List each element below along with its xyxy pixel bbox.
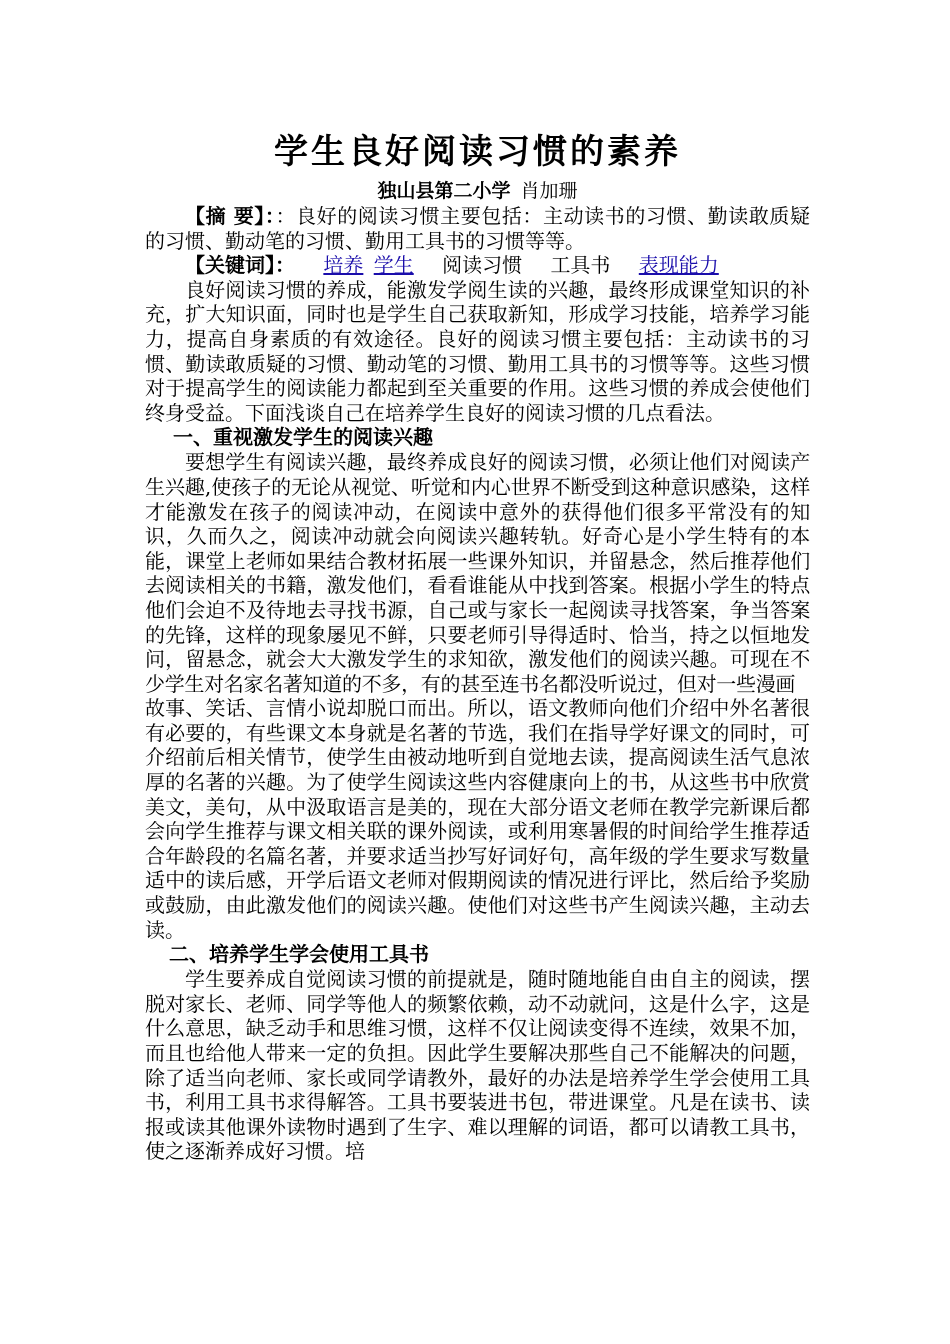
keyword-3: 阅读习惯 [442,253,523,278]
keyword-link-5[interactable]: 表现能力 [638,253,719,278]
keywords-line [145,253,810,278]
document-page [145,128,810,1164]
section1-paragraph-part1: 要想学生有阅读兴趣，最终养成良好的阅读习惯，必须让他们对阅读产生兴趣,使孩子的无论从视觉、听觉和内心世界不断受到这种意识感染，这样才能激发在孩子的阅读冲动，在阅读中意外的获得他们很多平常没有的知识，久而久之，阅读冲动就会向阅读兴趣转轨。好奇心是小学生特有的本能，课堂上老师如果结合教材拓展一些课外知识，并留悬念，然后推荐他们去阅读相关的书籍，激发他们，看看谁能从中找到答案。根据小学生的特点他们会迫不及待地去寻找书源，自己或与家长一起阅读寻找答案，争当答案的先锋，这样的现象屡见不鲜，只要老师引导得适时、恰当，持之以恒地发问，留悬念，就会大大激发学生的求知欲，激发他们的阅读兴趣。可现在不少学生对名家名著知道的不多，有的甚至连书名都没听说过，但对一些漫画 [145,450,810,696]
abstract-label: 【摘 要】： [185,204,276,228]
author-name: 肖加珊 [520,180,578,202]
section1-heading: 一、重视激发学生的阅读兴趣 [173,425,433,450]
section2-paragraph: 学生要养成自觉阅读习惯的前提就是，随时随地能自由自主的阅读，摆脱对家长、老师、同学等他人的频繁依赖，动不动就问，这是什么字，这是什么意思，缺乏动手和思维习惯，这样不仅让阅读变得不连续，效果不加，而且也给他人带来一定的负担。因此学生要解决那些自己不能解决的问题，除了适当向老师、家长或同学请教外，最好的办法是培养学生学会使用工具书，利用工具书求得解答。工具书要装进书包，带进课堂。凡是在读书、读报或读其他课外读物时遇到了生字、难以理解的词语，都可以请教工具书，使之逐渐养成好习惯。培 [145,967,810,1164]
school-name: 独山县第二小学 [377,180,511,202]
section1-paragraph-part2: 故事、笑话、言情小说却脱口而出。所以，语文教师向他们介绍中外名著很有必要的，有些课文本身就是名著的节选，我们在指导学好课文的同时，可介绍前后相关情节，使学生由被动地听到自觉地去读，提高阅读生活气息浓厚的名著的兴趣。为了使学生阅读这些内容健康向上的书，从这些书中欣赏美文，美句，从中汲取语言是美的，现在大部分语文老师在教学完新课后都会向学生推荐与课文相关联的课外阅读，或利用寒暑假的时间给学生推荐适合年龄段的名篇名著，并要求适当抄写好词好句，高年级的学生要求写数量适中的读后感，开学后语文老师对假期阅读的情况进行评比，然后给予奖励或鼓励，由此激发他们的阅读兴趣。使他们对这些书产生阅读兴趣，主动去读。 [145,696,810,942]
keyword-4: 工具书 [550,253,611,278]
keywords-label: 【关键词】： [185,253,295,278]
abstract-text: ：良好的阅读习惯主要包括：主动读书的习惯、勤读敢质疑的习惯、勤动笔的习惯、勤用工具书的习惯等等。 [145,204,810,253]
keyword-link-2[interactable]: 学生 [373,253,414,278]
intro-paragraph: 良好阅读习惯的养成，能激发学阅生读的兴趣，最终形成课堂知识的补充，扩大知识面，同时也是学生自己获取新知，形成学习技能，培养学习能力，提高自身素质的有效途径。良好的阅读习惯主要包括：主动读书的习惯、勤读敢质疑的习惯、勤动笔的习惯、勤用工具书的习惯等等。这些习惯对于提高学生的阅读能力都起到至关重要的作用。这些习惯的养成会使他们终身受益。下面浅谈自己在培养学生良好的阅读习惯的几点看法。 [145,277,810,425]
keyword-link-1[interactable]: 培养 [323,253,364,278]
abstract-paragraph [145,204,810,253]
author-line [145,178,810,204]
document-title: 学生良好阅读习惯的素养 [274,132,681,172]
section2-heading: 二、培养学生学会使用工具书 [169,942,429,967]
